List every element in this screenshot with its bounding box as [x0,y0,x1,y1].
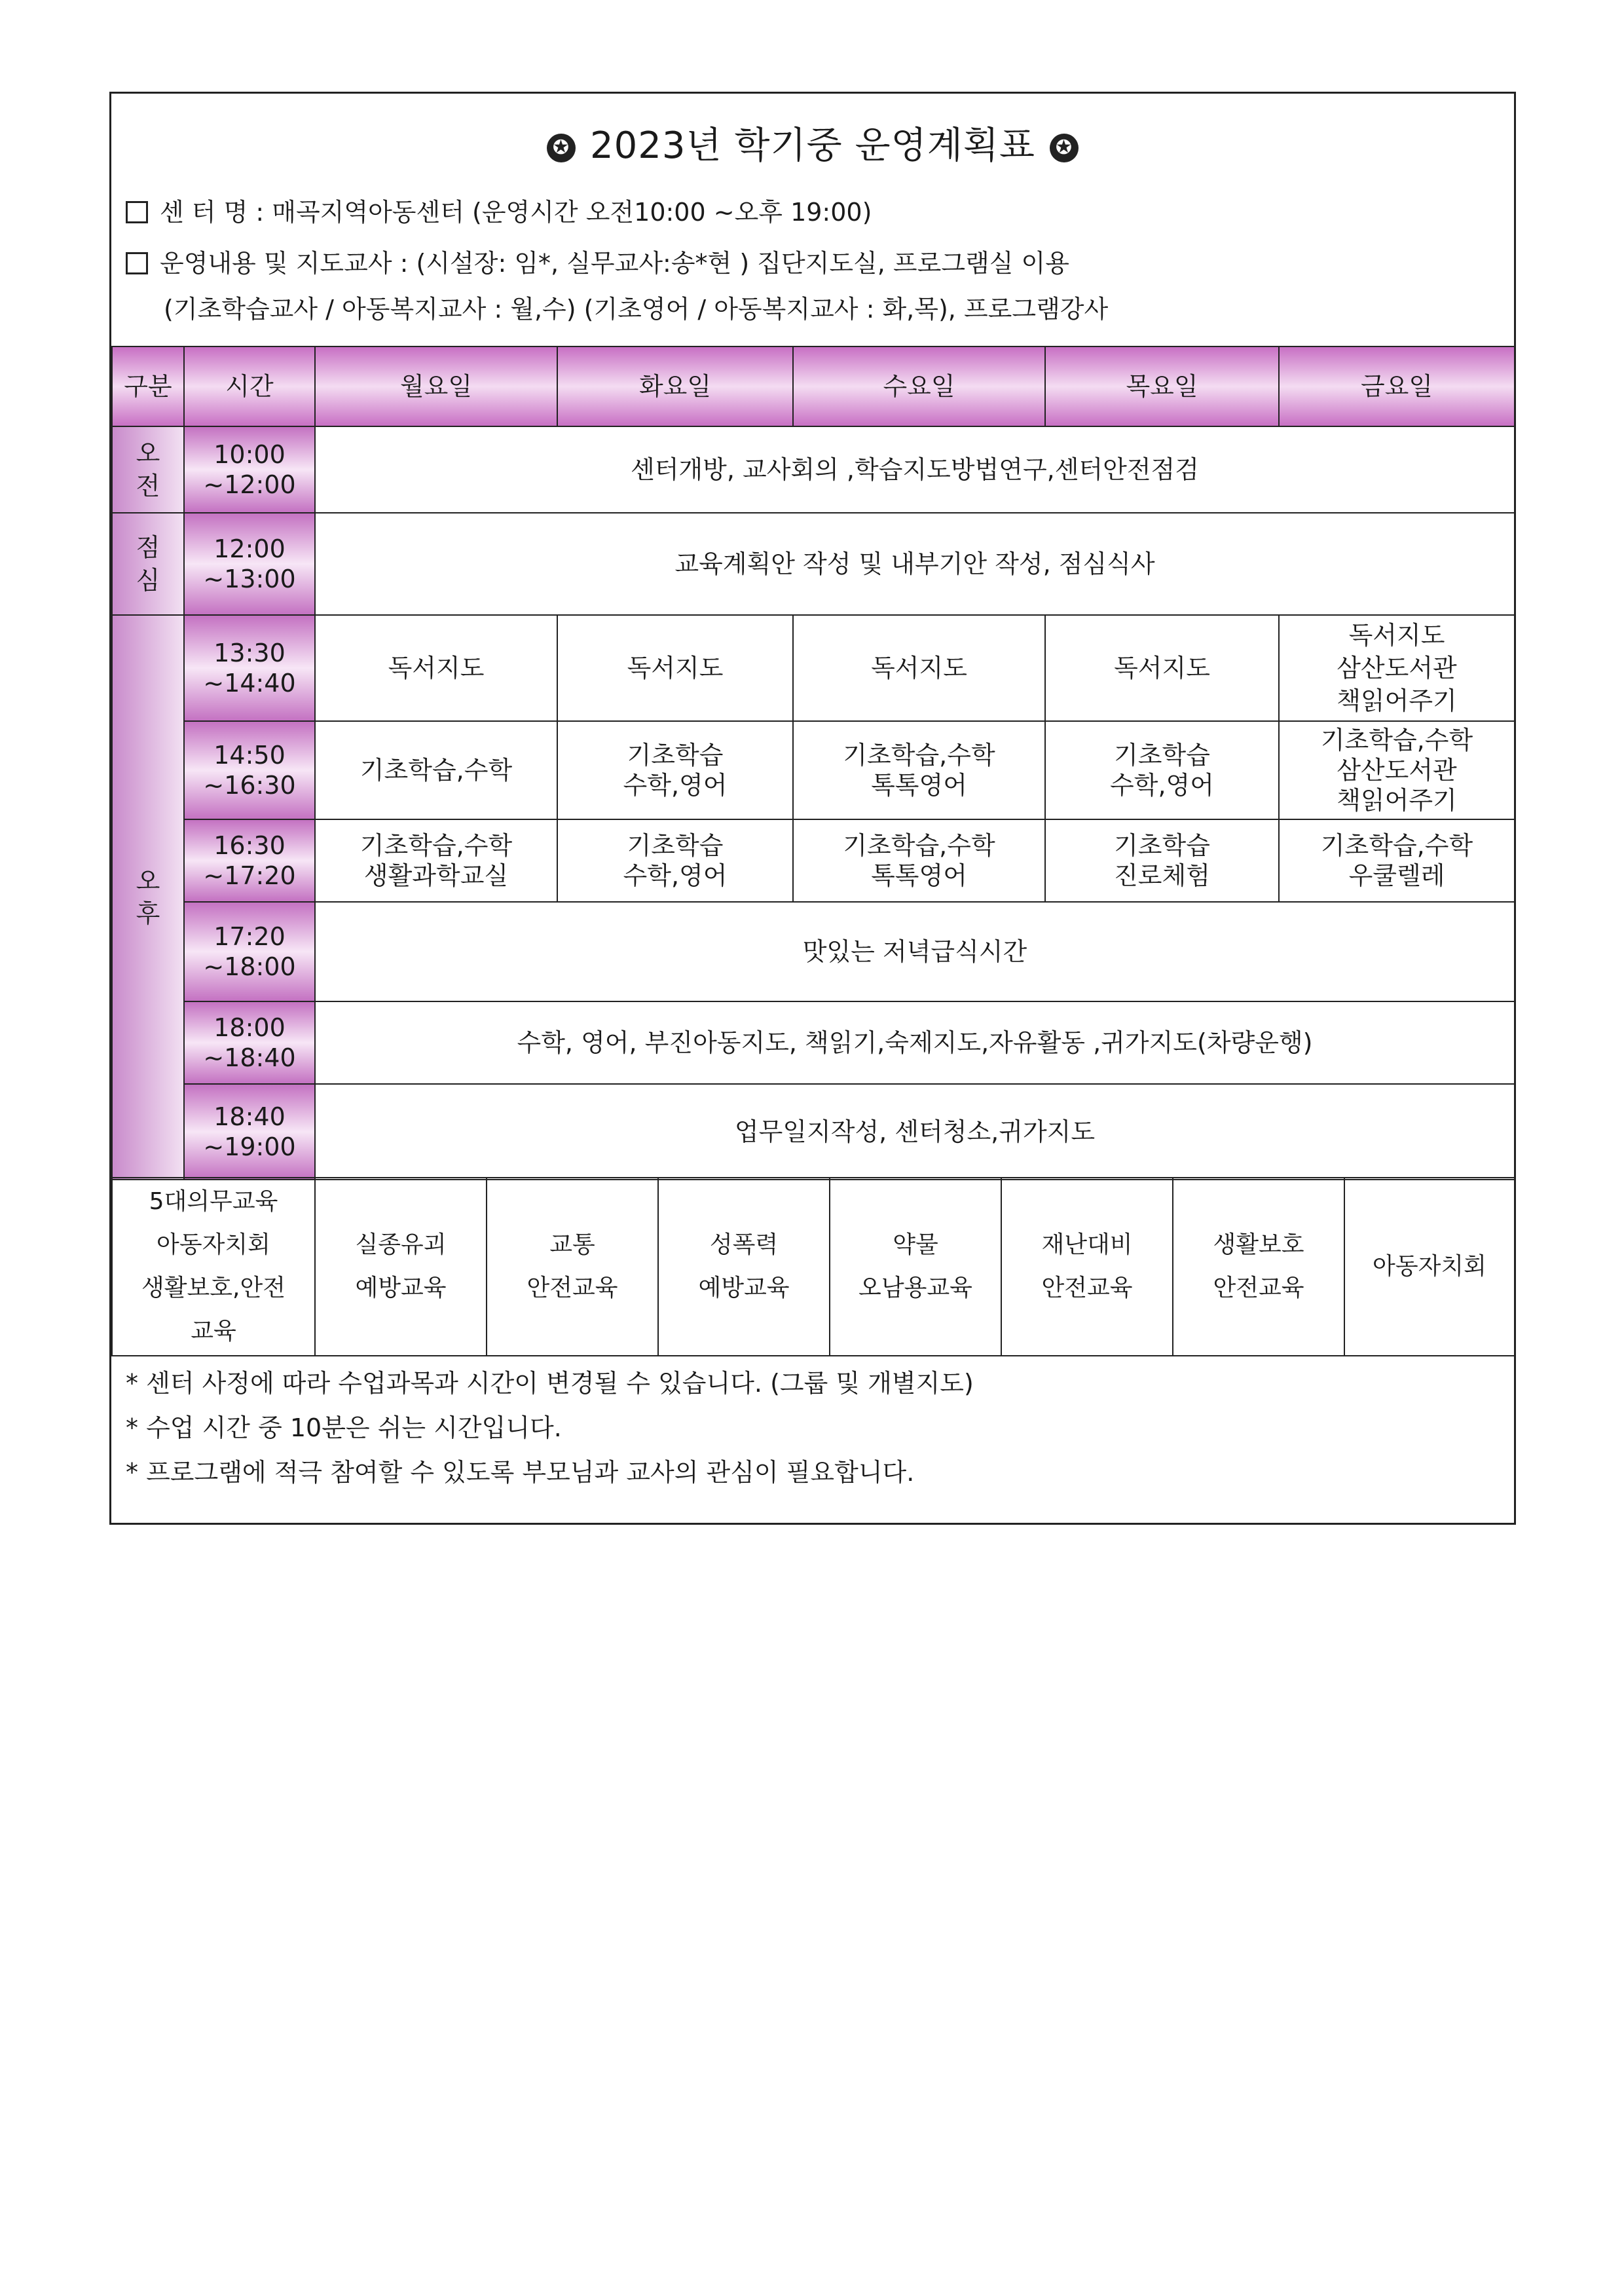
category-morning: 오 전 [112,426,184,513]
page-title [111,117,1514,169]
note-item: * 프로그램에 적극 참여할 수 있도록 부모님과 교사의 관심이 필요합니다. [126,1458,915,1487]
schedule-cell: 독서지도 [557,615,793,721]
schedule-cell: 기초학습 수학,영어 [1045,721,1279,819]
time-cell: 17:20 ~18:00 [184,902,315,1001]
schedule-cell: 기초학습,수학 톡톡영어 [793,721,1045,819]
time-cell: 16:30 ~17:20 [184,819,315,902]
schedule-cell: 기초학습 수학,영어 [557,721,793,819]
note-item: * 수업 시간 중 10분은 쉬는 시간입니다. [126,1413,562,1442]
schedule-cell: 독서지도 [1045,615,1279,721]
note-item: * 센터 사정에 따라 수업과목과 시간이 변경될 수 있습니다. (그룹 및 개별지도) [126,1369,974,1398]
afternoon-row [112,819,1515,902]
schedule-cell: 기초학습,수학 삼산도서관 책읽어주기 [1279,721,1515,819]
education-table [111,1177,1515,1356]
time-cell: 14:50 ~16:30 [184,721,315,819]
schedule-cell: 기초학습,수학 생활과학교실 [315,819,557,902]
teacher-line: (기초학습교사 / 아동복지교사 : 월,수) (기초영어 / 아동복지교사 : 화,목), 프로그램강사 [164,295,1109,324]
schedule-cell: 기초학습 진로체험 [1045,819,1279,902]
education-item: 생활보호 안전교육 [1173,1178,1344,1356]
time-cell: 13:30 ~14:40 [184,615,315,721]
afternoon-row [112,902,1515,1001]
education-label: 5대의무교육 아동자치회 생활보호,안전 교육 [112,1178,315,1356]
day-header-fri: 금요일 [1279,346,1515,426]
day-header-mon: 월요일 [315,346,557,426]
education-row [112,1178,1515,1356]
lunch-activity: 교육계획안 작성 및 내부기안 작성, 점심식사 [315,513,1515,615]
time-cell: 12:00 ~13:00 [184,513,315,615]
day-header-thu: 목요일 [1045,346,1279,426]
notes [126,1361,974,1495]
dinner-activity: 맛있는 저녁급식시간 [315,902,1515,1001]
program-line: 운영내용 및 지도교사 : (시설장: 임*, 실무교사:송*현 ) 집단지도실, 프로그램실 이용 [126,243,1069,279]
day-header-wed: 수요일 [793,346,1045,426]
evening-activity: 수학, 영어, 부진아동지도, 책읽기,숙제지도,자유활동 ,귀가지도(차량운행) [315,1001,1515,1084]
schedule-cell: 독서지도 삼산도서관 책읽어주기 [1279,615,1515,721]
day-header-tue: 화요일 [557,346,793,426]
category-header: 구분 [112,346,184,426]
time-cell: 18:00 ~18:40 [184,1001,315,1084]
education-item: 교통 안전교육 [487,1178,658,1356]
afternoon-row [112,615,1515,721]
education-item: 실종유괴 예방교육 [315,1178,487,1356]
morning-activity: 센터개방, 교사회의 ,학습지도방법연구,센터안전점검 [315,426,1515,513]
time-cell: 18:40 ~19:00 [184,1084,315,1180]
closing-activity: 업무일지작성, 센터청소,귀가지도 [315,1084,1515,1180]
checkbox-icon [126,252,148,274]
center-name-line: 센 터 명 : 매곡지역아동센터 (운영시간 오전10:00 ~오후 19:00) [126,192,872,228]
checkbox-icon [126,201,148,223]
afternoon-row [112,721,1515,819]
category-lunch: 점 심 [112,513,184,615]
schedule-cell: 기초학습 수학,영어 [557,819,793,902]
schedule-cell: 독서지도 [315,615,557,721]
category-afternoon: 오 후 [112,615,184,1180]
education-item: 재난대비 안전교육 [1001,1178,1173,1356]
header-row [112,346,1515,426]
lunch-row [112,513,1515,615]
afternoon-row [112,1001,1515,1084]
schedule-table [111,346,1515,1180]
schedule-cell: 기초학습,수학 톡톡영어 [793,819,1045,902]
morning-row [112,426,1515,513]
schedule-cell: 기초학습,수학 우쿨렐레 [1279,819,1515,902]
schedule-cell: 기초학습,수학 [315,721,557,819]
star-icon: ✪ [1050,134,1079,162]
education-item: 성폭력 예방교육 [658,1178,830,1356]
time-cell: 10:00 ~12:00 [184,426,315,513]
star-icon: ✪ [547,134,576,162]
education-item: 약물 오남용교육 [830,1178,1001,1356]
schedule-document [109,92,1516,1525]
education-item: 아동자치회 [1344,1178,1515,1356]
schedule-cell: 독서지도 [793,615,1045,721]
afternoon-row [112,1084,1515,1180]
time-header: 시간 [184,346,315,426]
title-text: 2023년 학기중 운영계획표 [590,124,1035,167]
